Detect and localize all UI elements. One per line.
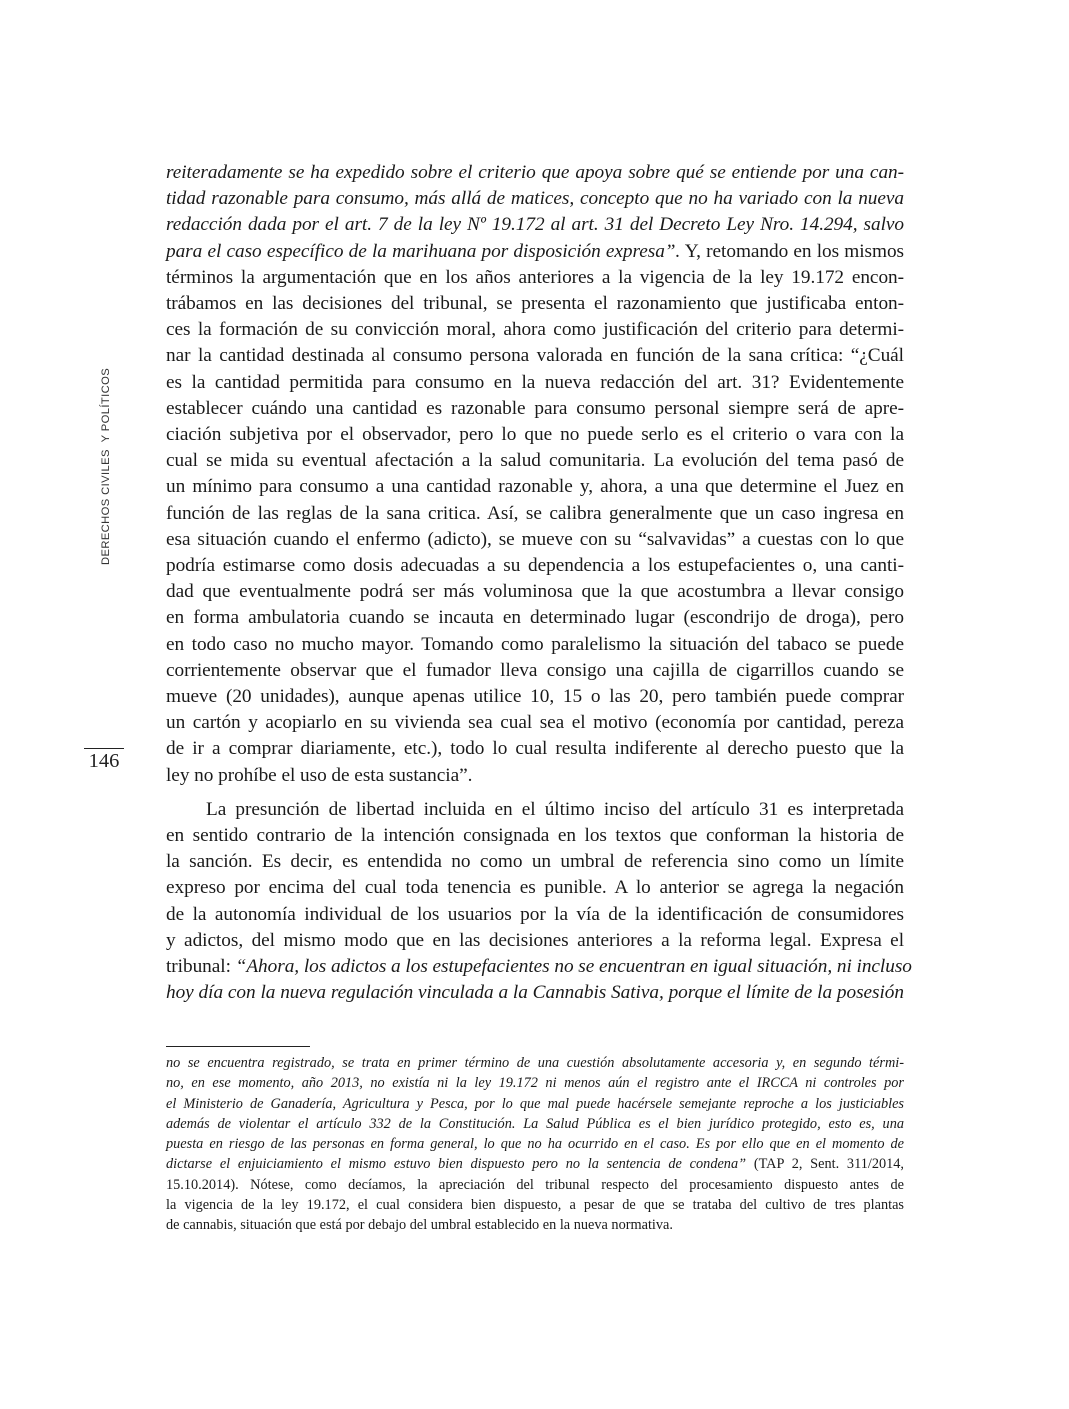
paragraph-1 <box>166 160 904 789</box>
italic-quote: el Ministerio de Ganadería, Agricultura y Pesca, por lo que mal puede hacérsele semejante reproche a los justiciables <box>166 1095 904 1112</box>
footnote-line <box>166 1154 904 1174</box>
paragraph-2-line <box>166 902 904 928</box>
paragraph-1-line <box>166 317 904 343</box>
text-run: función de las reglas de la sana critica. Así, se calibra generalmente que un caso ingresa en <box>166 502 904 524</box>
footnote <box>166 1053 904 1236</box>
paragraph-1-line <box>166 186 904 212</box>
paragraph-1-line <box>166 370 904 396</box>
paragraph-1-line <box>166 474 904 500</box>
italic-quote: puesta en riesgo de las personas en forma general, lo que no ha ocurrido en el caso. Es por ello que en el momento de <box>166 1136 904 1153</box>
text-run: Y, retomando en los mismos <box>680 240 904 262</box>
footnote-line <box>166 1195 904 1215</box>
paragraph-1-line <box>166 422 904 448</box>
text-run: esa situación cuando el enfermo (adicto), se mueve con su “salvavidas” a cuestas con lo que <box>166 528 904 550</box>
italic-quote: además de violentar el artículo 332 de la Constitución. La Salud Pública es el bien jurídico protegido, esto es, una <box>166 1115 904 1132</box>
text-run: cual se mida su eventual afectación a la salud comunitaria. La evolución del tema pasó de <box>166 450 904 472</box>
italic-quote: no se encuentra registrado, se trata en primer término de una cuestión absolutamente accesoria y, en segundo térmi- <box>166 1055 904 1071</box>
text-run: un mínimo para consumo a una cantidad razonable y, ahora, a una que determine el Juez en <box>166 476 904 498</box>
paragraph-1-line <box>166 212 904 238</box>
paragraph-1-line <box>166 160 904 186</box>
text-run: de cannabis, situación que está por debajo del umbral establecido en la nueva normativa. <box>166 1217 673 1234</box>
paragraph-1-line <box>166 684 904 710</box>
text-run: ciación subjetiva por el observador, pero lo que no puede serlo es el criterio o vara con la <box>166 424 904 446</box>
italic-quote: tidad razonable para consumo, más allá de matices, concepto que no ha variado con la nueva <box>166 188 904 210</box>
text-run: de la autonomía individual de los usuarios por la vía de la identificación de consumidores <box>166 903 904 925</box>
italic-quote: dictarse el enjuiciamiento el mismo estuvo bien dispuesto pero no la sentencia de condena” <box>166 1156 747 1173</box>
text-run: trábamos en las decisiones del tribunal, se presenta el razonamiento que justificaba enton- <box>166 293 904 315</box>
footnote-line <box>166 1215 904 1235</box>
text-run: y adictos, del mismo modo que en las decisiones anteriores a la reforma legal. Expresa el <box>166 929 904 951</box>
paragraph-1-line <box>166 632 904 658</box>
text-run: (TAP 2, Sent. 311/2014, <box>746 1156 904 1173</box>
text-run: en todo caso no mucho mayor. Tomando como paralelismo la situación del tabaco se puede <box>166 633 904 655</box>
text-run: la vigencia de la ley 19.172, el cual considera bien dispuesto, a pesar de que se trataba del cultivo de tres plantas <box>166 1197 904 1214</box>
italic-quote: no, en ese momento, año 2013, no existía ni la ley 19.172 ni menos aún el registro ante el IRCCA ni controles por <box>166 1075 904 1092</box>
paragraph-1-line <box>166 710 904 736</box>
italic-quote: “Ahora, los adictos a los estupefacientes no se encuentran en igual situación, ni incluso <box>235 956 912 978</box>
text-run: establecer cuándo una cantidad es razonable para consumo personal siempre será de apre- <box>166 397 904 419</box>
text-run: ces la formación de su convicción moral, ahora como justificación del criterio para determi- <box>166 319 904 341</box>
paragraph-2-line <box>166 875 904 901</box>
footnote-line <box>166 1134 904 1154</box>
text-run: ley no prohíbe el uso de esta sustancia”. <box>166 764 473 786</box>
text-run: en forma ambulatoria cuando se incauta en determinado lugar (escondrijo de droga), pero <box>166 607 904 629</box>
paragraph-2-line <box>166 954 912 980</box>
paragraph-2 <box>166 797 912 1007</box>
text-run: 15.10.2014). Nótese, como decíamos, la apreciación del tribunal respecto del procesamiento dispuesto antes de <box>166 1176 904 1193</box>
text-run: corrientemente observar que el fumador lleva consigo una cajilla de cigarrillos cuando se <box>166 659 904 681</box>
italic-quote: redacción dada por el art. 7 de la ley Nº 19.172 al art. 31 del Decreto Ley Nro. 14.294, salvo <box>166 214 904 236</box>
paragraph-1-line <box>166 265 904 291</box>
paragraph-1-line <box>166 553 904 579</box>
text-run: nar la cantidad destinada al consumo persona valorada en función de la sana crítica: “¿Cuál <box>166 345 904 367</box>
text-run: es la cantidad permitida para consumo en la nueva redacción del art. 31? Evidentemente <box>166 371 904 393</box>
italic-quote: reiteradamente se ha expedido sobre el criterio que apoya sobre qué se entiende por una can- <box>166 162 904 183</box>
paragraph-1-line <box>166 448 904 474</box>
text-run: podría estimarse como dosis adecuadas a su dependencia a los estupefacientes o, una canti- <box>166 555 904 577</box>
text-run: de ir a comprar diariamente, etc.), todo lo cual resulta indiferente al derecho puesto que la <box>166 738 904 760</box>
paragraph-2-line <box>166 797 904 823</box>
paragraph-1-line <box>166 527 904 553</box>
footnote-line <box>166 1073 904 1093</box>
italic-quote: para el caso específico de la marihuana por disposición expresa”. <box>166 240 681 262</box>
paragraph-1-line <box>166 291 904 317</box>
running-header: DERECHOS CIVILES Y POLÍTICOS <box>100 367 112 565</box>
paragraph-1-line <box>166 343 904 369</box>
italic-quote: hoy día con la nueva regulación vinculada a la Cannabis Sativa, porque el límite de la posesión <box>166 982 904 1004</box>
paragraph-1-line <box>166 658 904 684</box>
paragraph-1-line <box>166 239 904 265</box>
paragraph-2-line <box>166 980 904 1006</box>
footnote-line <box>166 1114 904 1134</box>
paragraph-1-line <box>166 501 904 527</box>
paragraph-1-line <box>166 763 904 789</box>
text-run: La presunción de libertad incluida en el último inciso del artículo 31 es interpretada <box>206 798 904 820</box>
footnote-line <box>166 1094 904 1114</box>
text-run: expreso por encima del cual toda tenencia es punible. A lo anterior se agrega la negación <box>166 877 904 899</box>
main-text <box>166 160 912 1007</box>
text-run: un cartón y acopiarlo en su vivienda sea cual sea el motivo (economía por cantidad, pereza <box>166 712 904 734</box>
text-run: la sanción. Es decir, es entendida no como un umbral de referencia sino como un límite <box>166 851 904 873</box>
footnote-separator <box>166 1046 310 1047</box>
paragraph-2-line <box>166 823 904 849</box>
paragraph-2-line <box>166 849 904 875</box>
footnote-line <box>166 1175 904 1195</box>
page-number: 146 <box>84 748 124 773</box>
text-run: en sentido contrario de la intención consignada en los textos que conforman la historia de <box>166 825 904 847</box>
footnote-line <box>166 1053 904 1073</box>
paragraph-1-line <box>166 579 904 605</box>
paragraph-1-line <box>166 396 904 422</box>
paragraph-2-line <box>166 928 904 954</box>
text-run: mueve (20 unidades), aunque apenas utilice 10, 15 o las 20, pero también puede comprar <box>166 686 904 708</box>
paragraph-1-line <box>166 736 904 762</box>
text-run: tribunal: <box>166 956 236 978</box>
text-run: dad que eventualmente podrá ser más voluminosa que la que acostumbra a llevar consigo <box>166 581 904 603</box>
paragraph-1-line <box>166 605 904 631</box>
text-run: términos la argumentación que en los años anteriores a la vigencia de la ley 19.172 encon- <box>166 266 904 288</box>
